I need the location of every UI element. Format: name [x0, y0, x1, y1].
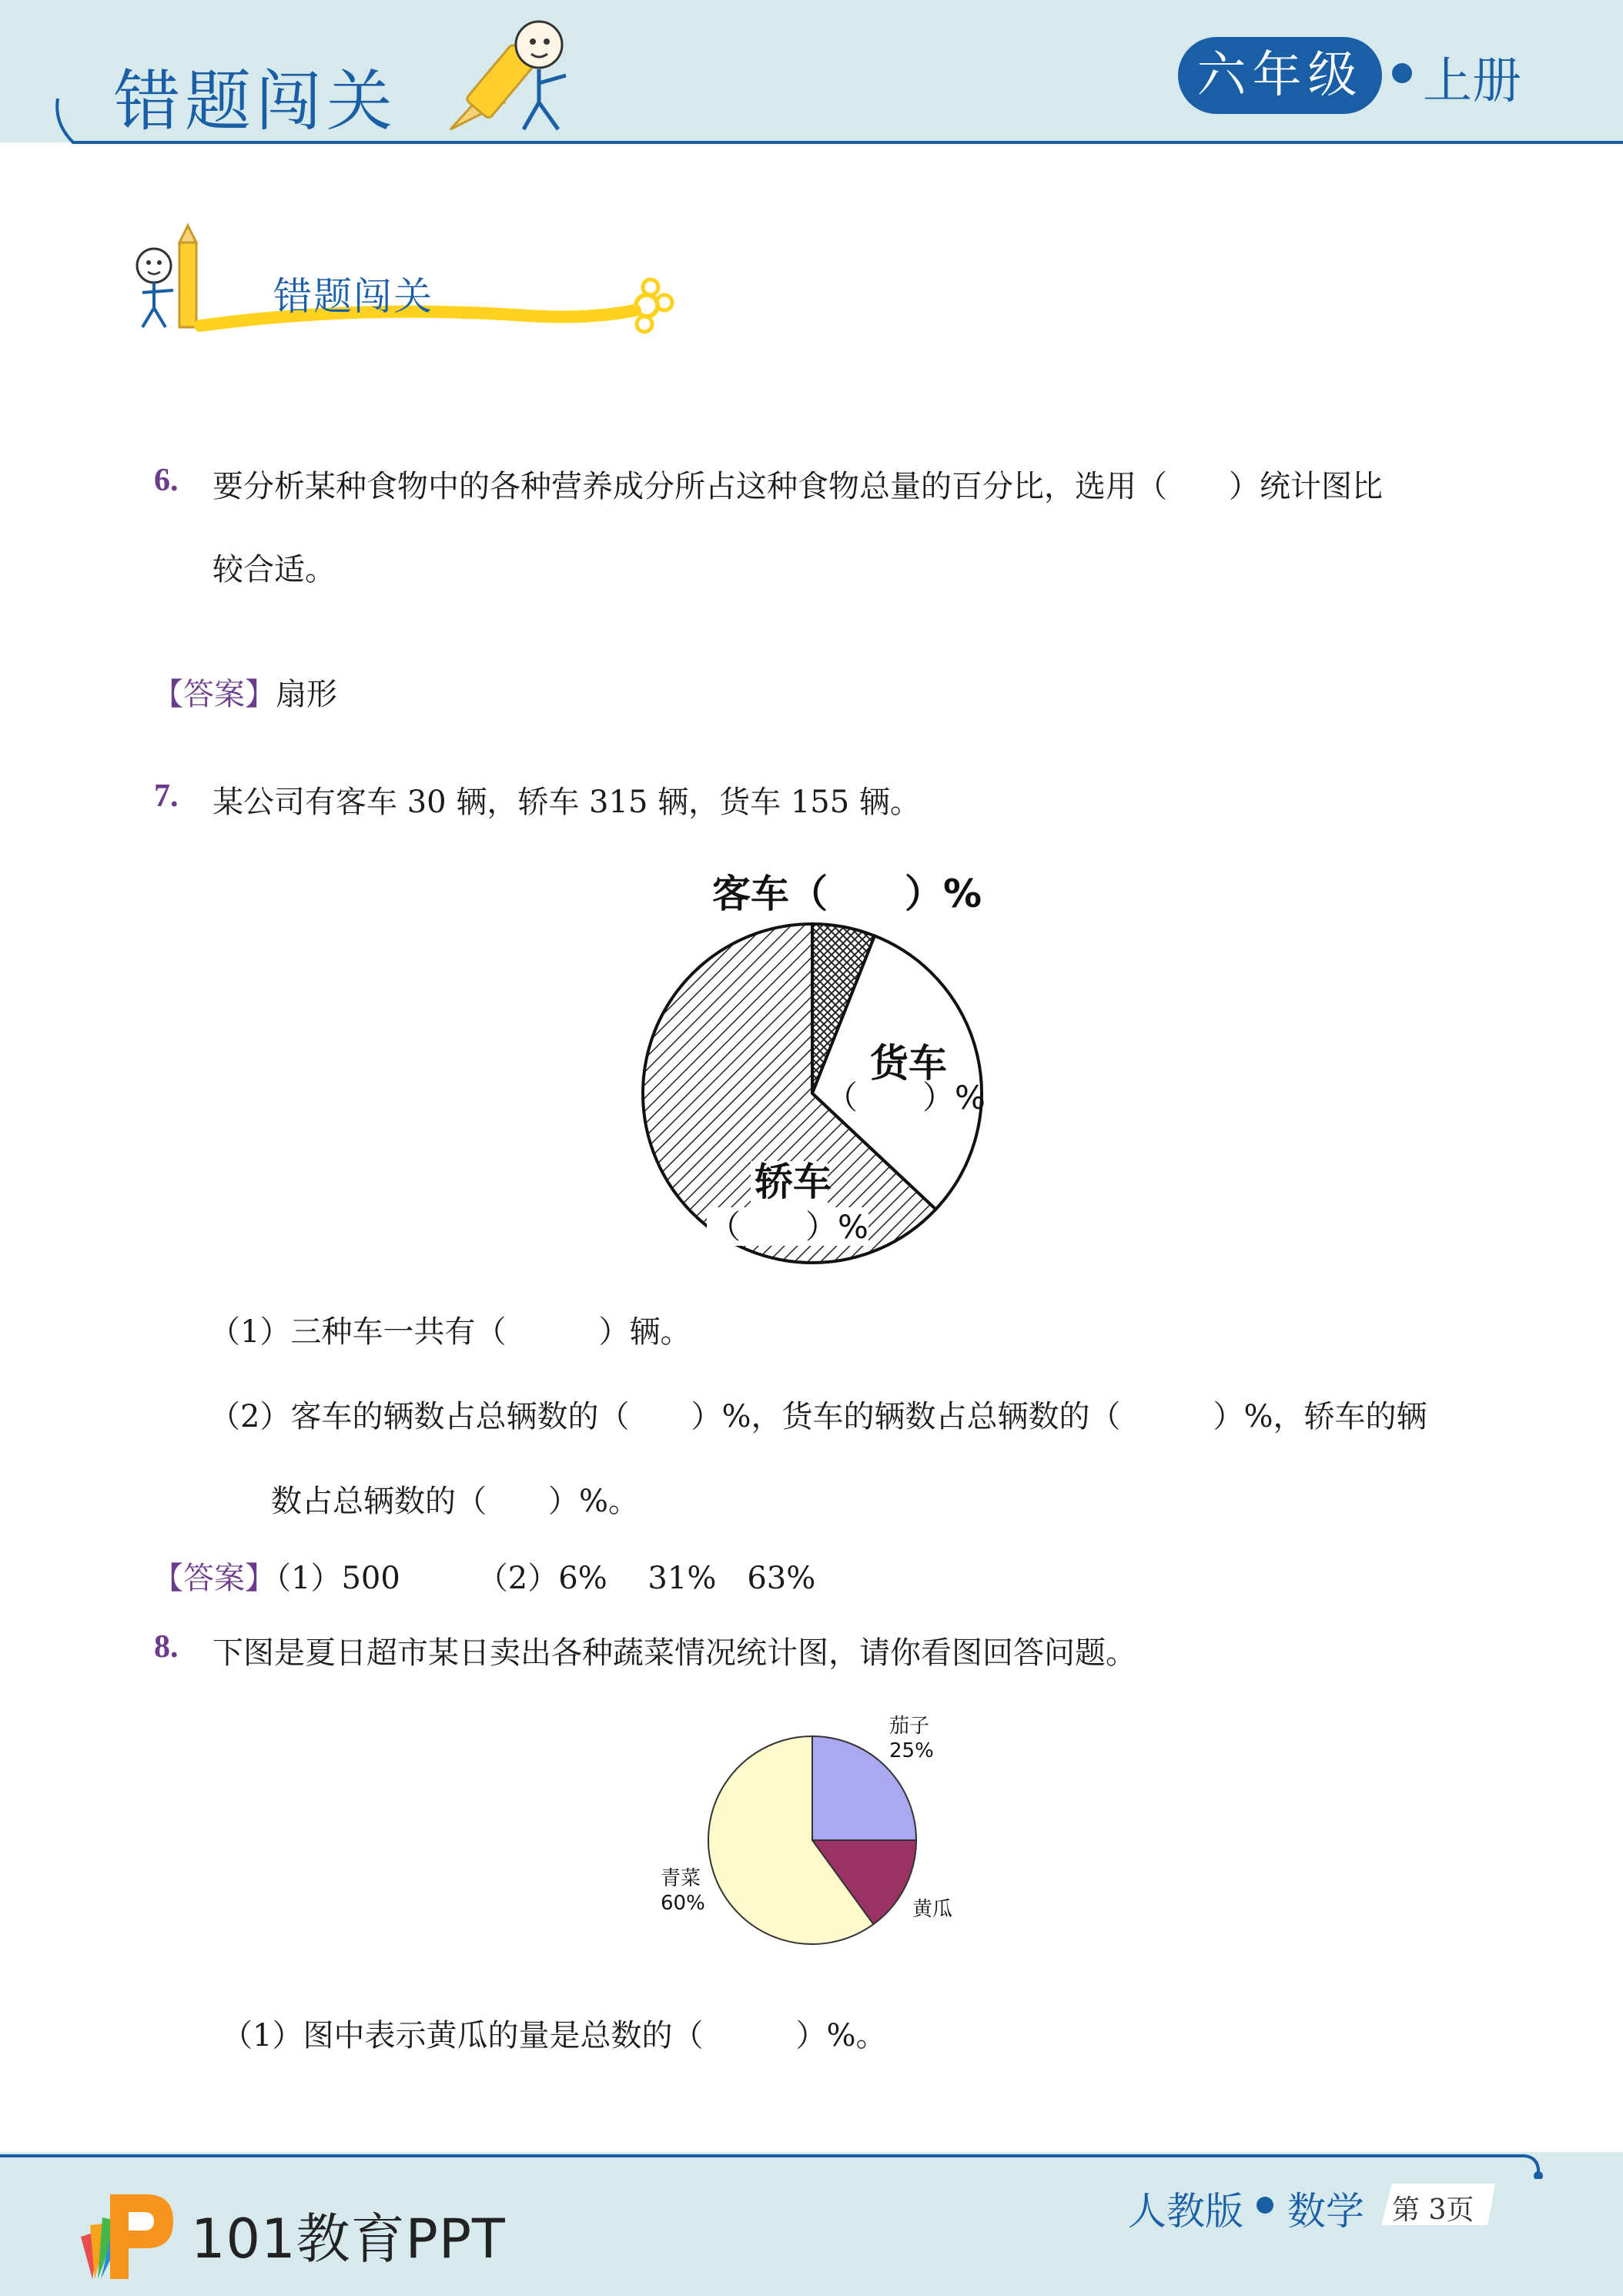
logo-icon — [73, 2183, 177, 2287]
question-text: 某公司有客车 30 辆，轿车 315 辆，货车 155 辆。 — [212, 785, 921, 820]
term-label: 上册 — [1423, 53, 1521, 110]
publisher-label: 人教版 — [1128, 2189, 1243, 2234]
pie-value-qingcai: 60% — [661, 1892, 705, 1915]
page-number: 第 3页 — [1392, 2194, 1474, 2226]
answer-tag: 【答案】 — [152, 1561, 276, 1596]
question-text: 下图是夏日超市某日卖出各种蔬菜情况统计图，请你看图回答问题。 — [212, 1635, 1136, 1671]
pie-value-qiezi: 25% — [889, 1739, 934, 1762]
sub-question: （1）三种车一共有（ ）辆。 — [209, 1314, 691, 1350]
sub-question: （1）图中表示黄瓜的量是总数的（ ）%。 — [222, 2018, 887, 2053]
sub-question: 数占总辆数的（ ）%。 — [271, 1484, 640, 1519]
grade-label: 六年级 — [1196, 47, 1364, 104]
logo-text: 101教育PPT — [191, 2207, 506, 2271]
sub-question: （2）客车的辆数占总辆数的（ ）%，货车的辆数占总辆数的（ ）%，轿车的辆 — [209, 1399, 1427, 1434]
question-number: 8. — [154, 1629, 179, 1665]
pie-label-huoche: 货车 — [870, 1041, 947, 1086]
answer-tag: 【答案】 — [152, 677, 276, 712]
answer-line — [152, 670, 337, 714]
pie-label-jiaoche: 轿车 — [755, 1160, 832, 1204]
question-text: 要分析某种食物中的各种营养成分所占这种食物总量的百分比，选用（ ）统计图比 — [212, 469, 1383, 504]
pie-label-huoche-pct: （ ）% — [825, 1079, 986, 1116]
pie-label-huanggua: 黄瓜 — [912, 1898, 953, 1921]
pencil-boy-icon — [443, 14, 589, 137]
question-text: 较合适。 — [212, 552, 336, 587]
vegetable-pie-chart — [647, 1709, 978, 1963]
question-number: 6. — [154, 463, 179, 498]
pie-label-keche: 客车（ ）% — [712, 872, 982, 916]
answer-text: （1）500 （2）6% 31% 63% — [276, 1561, 816, 1596]
answer-text: 扇形 — [276, 677, 337, 712]
header-title: 错题闯关 — [114, 63, 397, 140]
pie-label-qingcai: 青菜 — [661, 1867, 701, 1890]
answer-line — [152, 1554, 815, 1598]
pie-label-qiezi: 茄子 — [889, 1715, 930, 1738]
grade-separator-dot — [1392, 63, 1412, 83]
question-number: 7. — [154, 778, 179, 814]
footer-separator-dot — [1257, 2197, 1273, 2214]
pie-label-jiaoche-pct: （ ）% — [708, 1208, 868, 1246]
section-title: 错题闯关 — [273, 274, 433, 319]
subject-label: 数学 — [1287, 2189, 1364, 2234]
footer-border-line — [0, 2133, 1623, 2179]
vehicle-pie-chart — [631, 862, 993, 1278]
